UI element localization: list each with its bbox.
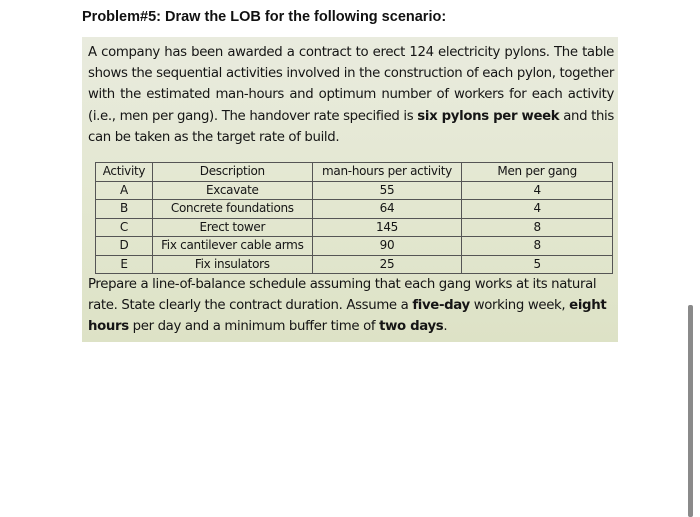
scenario-text-1: A company has been awarded a contract to erect 124 electricity pylons. The table shows the sequential activities involved in the construction of each pylon, together with the estimated man-hours and optimum number of workers for each activity (i.e., men per gang). The handover rate specified is (88, 45, 614, 124)
table-row (96, 182, 613, 200)
cell-activity: A (96, 182, 153, 200)
cell-men-per-gang: 8 (462, 218, 613, 236)
cell-activity: D (96, 237, 153, 255)
header-man-hours: man-hours per activity (312, 163, 462, 182)
cell-man-hours: 25 (312, 255, 462, 273)
header-activity: Activity (96, 163, 153, 182)
cell-description: Excavate (152, 182, 312, 200)
scenario-paragraph (88, 42, 614, 148)
table-row (96, 255, 613, 273)
table-row (96, 200, 613, 218)
scenario-text-2: and this can be taken as the target rate of build. (88, 108, 614, 145)
activity-table (95, 162, 613, 274)
instr-text-2: working week, (469, 298, 570, 314)
table-row (96, 237, 613, 255)
cell-men-per-gang: 4 (462, 182, 613, 200)
instr-bold-days: five-day (412, 298, 470, 314)
cell-men-per-gang: 8 (462, 237, 613, 255)
instr-text-4: . (443, 319, 448, 335)
table-row (96, 218, 613, 236)
header-men-per-gang: Men per gang (462, 163, 613, 182)
cell-men-per-gang: 4 (462, 200, 613, 218)
header-description: Description (152, 163, 312, 182)
problem-image (82, 37, 618, 342)
cell-man-hours: 64 (312, 200, 462, 218)
cell-man-hours: 90 (312, 237, 462, 255)
cell-man-hours: 55 (312, 182, 462, 200)
cell-description: Fix cantilever cable arms (152, 237, 312, 255)
instructions-paragraph (88, 274, 614, 338)
cell-activity: B (96, 200, 153, 218)
cell-men-per-gang: 5 (462, 255, 613, 273)
cell-description: Erect tower (152, 218, 312, 236)
page-title: Problem#5: Draw the LOB for the following scenario: (82, 9, 447, 25)
cell-activity: E (96, 255, 153, 273)
cell-activity: C (96, 218, 153, 236)
instr-text-1: Prepare a line-of-balance schedule assuming that each gang works at its natural rate. State clearly the contract duration. Assume a (88, 277, 597, 314)
cell-description: Concrete foundations (152, 200, 312, 218)
vertical-scrollbar[interactable] (688, 305, 693, 517)
instr-bold-buffer: two days (379, 319, 444, 335)
table-header-row (96, 163, 613, 182)
cell-man-hours: 145 (312, 218, 462, 236)
instr-bold-hours: eight hours (88, 298, 607, 335)
cell-description: Fix insulators (152, 255, 312, 273)
scenario-bold-rate: six pylons per week (417, 108, 560, 124)
instr-text-3: per day and a minimum buffer time of (128, 319, 380, 335)
